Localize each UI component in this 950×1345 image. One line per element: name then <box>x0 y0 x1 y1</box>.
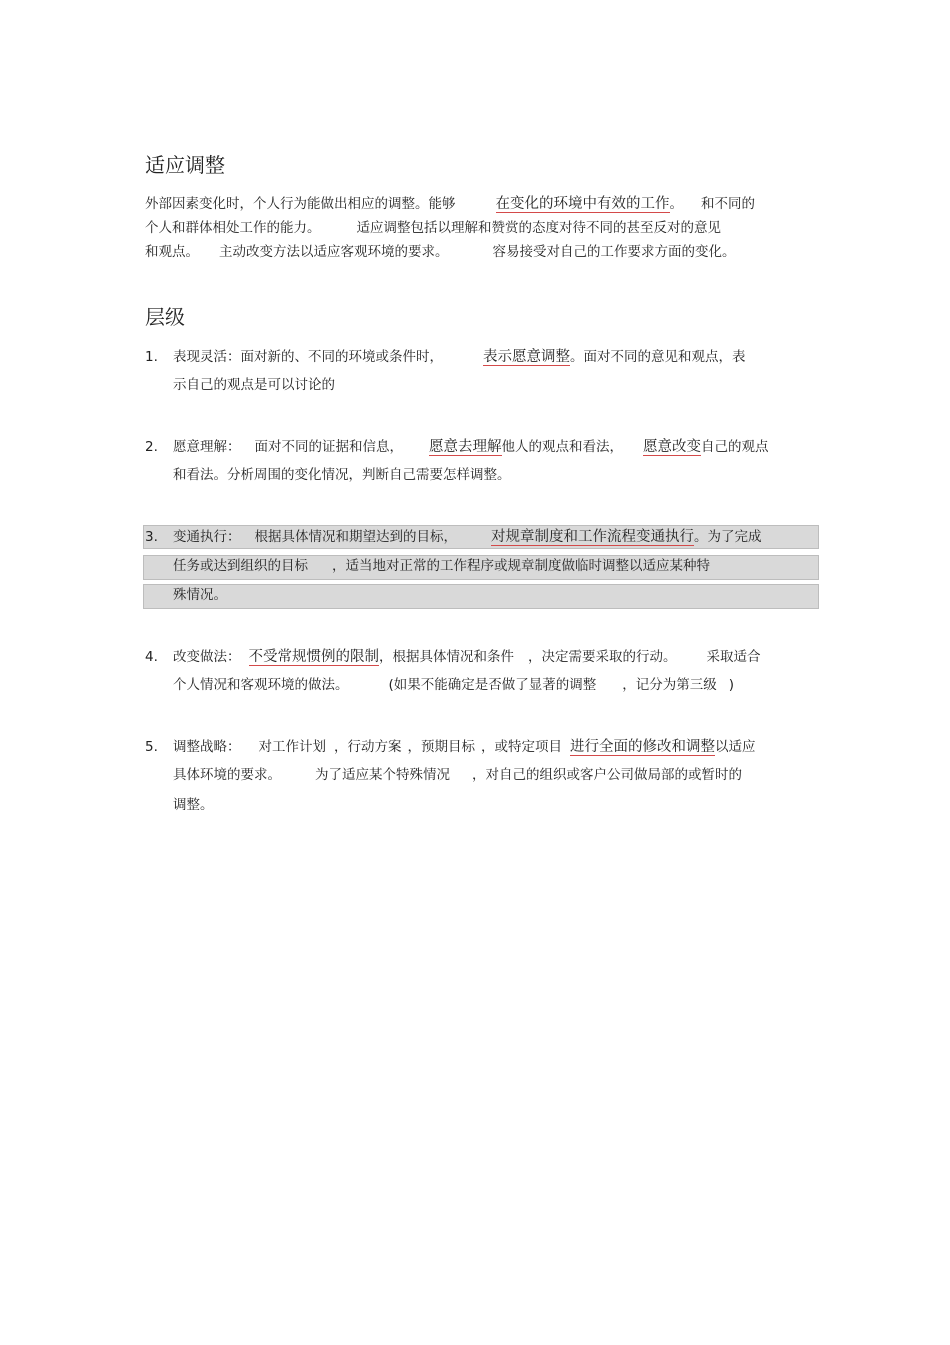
text: 表现灵活：面对新的、不同的环境或条件时， <box>173 349 443 365</box>
text: 以适应 <box>715 739 756 755</box>
text: 愿意理解： <box>173 439 241 455</box>
text: 和看法。分析周围的变化情况，判断自己需要怎样调整。 <box>173 467 511 483</box>
list-item-line <box>173 527 762 547</box>
highlighted-phrase: 对规章制度和工作流程变通执行 <box>491 529 694 545</box>
list-item-line <box>173 765 742 785</box>
list-number: 4. <box>145 649 158 665</box>
text: 和不同的 <box>701 196 755 212</box>
list-item-line <box>173 556 710 576</box>
paragraph-line <box>145 242 736 262</box>
text: 个人和群体相处工作的能力。 <box>145 220 321 236</box>
list-number: 1. <box>145 349 158 365</box>
text: 根据具体情况和期望达到的目标， <box>254 529 457 545</box>
text: 。面对不同的意见和观点，表 <box>570 349 746 365</box>
highlighted-phrase: 表示愿意调整 <box>483 349 570 365</box>
text: ，行动方案 <box>334 739 402 755</box>
text: 为了适应某个特殊情况 <box>315 767 450 783</box>
list-item-line <box>173 647 761 667</box>
highlighted-phrase: 愿意去理解 <box>429 439 502 455</box>
highlighted-phrase: 不受常规惯例的限制 <box>248 649 379 665</box>
text: ，根据具体情况和条件 <box>379 649 514 665</box>
text: 殊情况。 <box>173 587 227 603</box>
text: 面对不同的证据和信息， <box>254 439 403 455</box>
text: 对工作计划 <box>258 739 326 755</box>
text: 调整战略： <box>173 739 241 755</box>
text: 自己的观点 <box>701 439 769 455</box>
text: 调整。 <box>173 797 214 813</box>
text: 主动改变方法以适应客观环境的要求。 <box>219 244 449 260</box>
text: 采取适合 <box>706 649 761 665</box>
list-item-line <box>173 737 756 757</box>
text: 示自己的观点是可以讨论的 <box>173 377 335 393</box>
highlight-bar <box>143 584 819 609</box>
list-item-line <box>173 437 769 457</box>
section-title-adaptation: 适应调整 <box>145 153 225 177</box>
list-item-line <box>173 675 734 695</box>
list-number: 3. <box>145 529 158 545</box>
text: ，决定需要采取的行动。 <box>528 649 677 665</box>
paragraph-line <box>145 218 721 238</box>
text: 改变做法： <box>173 649 241 665</box>
text: (如果不能确定是否做了显著的调整 <box>388 677 597 693</box>
text: 容易接受对自己的工作要求方面的变化。 <box>492 244 736 260</box>
list-number: 2. <box>145 439 158 455</box>
text: 。为了完成 <box>694 529 762 545</box>
text: ，预期目标 <box>407 739 475 755</box>
highlighted-phrase: 在变化的环境中有效的工作 <box>495 196 670 212</box>
list-item-line <box>173 347 746 367</box>
text: 个人情况和客观环境的做法。 <box>173 677 349 693</box>
text: 具体环境的要求。 <box>173 767 281 783</box>
text: 变通执行： <box>173 529 241 545</box>
list-item-line <box>173 585 227 605</box>
list-item-line <box>173 795 214 815</box>
text: 。 <box>669 196 683 212</box>
paragraph-line <box>145 194 755 214</box>
list-item-line <box>173 465 511 485</box>
list-item-line <box>173 375 335 395</box>
text: ，适当地对正常的工作程序或规章制度做临时调整以适应某种特 <box>332 558 710 574</box>
text: 任务或达到组织的目标 <box>173 558 308 574</box>
text: 和观点。 <box>145 244 199 260</box>
section-title-levels: 层级 <box>145 305 185 329</box>
list-number: 5. <box>145 739 158 755</box>
text: 适应调整包括以理解和赞赏的态度对待不同的甚至反对的意见 <box>356 220 721 236</box>
text: ，对自己的组织或客户公司做局部的或暂时的 <box>472 767 742 783</box>
text: ) <box>728 677 735 693</box>
highlighted-phrase: 愿意改变 <box>643 439 701 455</box>
text: ，或特定项目 <box>481 739 562 755</box>
text: 他人的观点和看法， <box>501 439 623 455</box>
highlighted-phrase: 进行全面的修改和调整 <box>570 739 715 755</box>
text: ，记分为第三级 <box>622 677 717 693</box>
text: 外部因素变化时，个人行为能做出相应的调整。能够 <box>145 196 456 212</box>
